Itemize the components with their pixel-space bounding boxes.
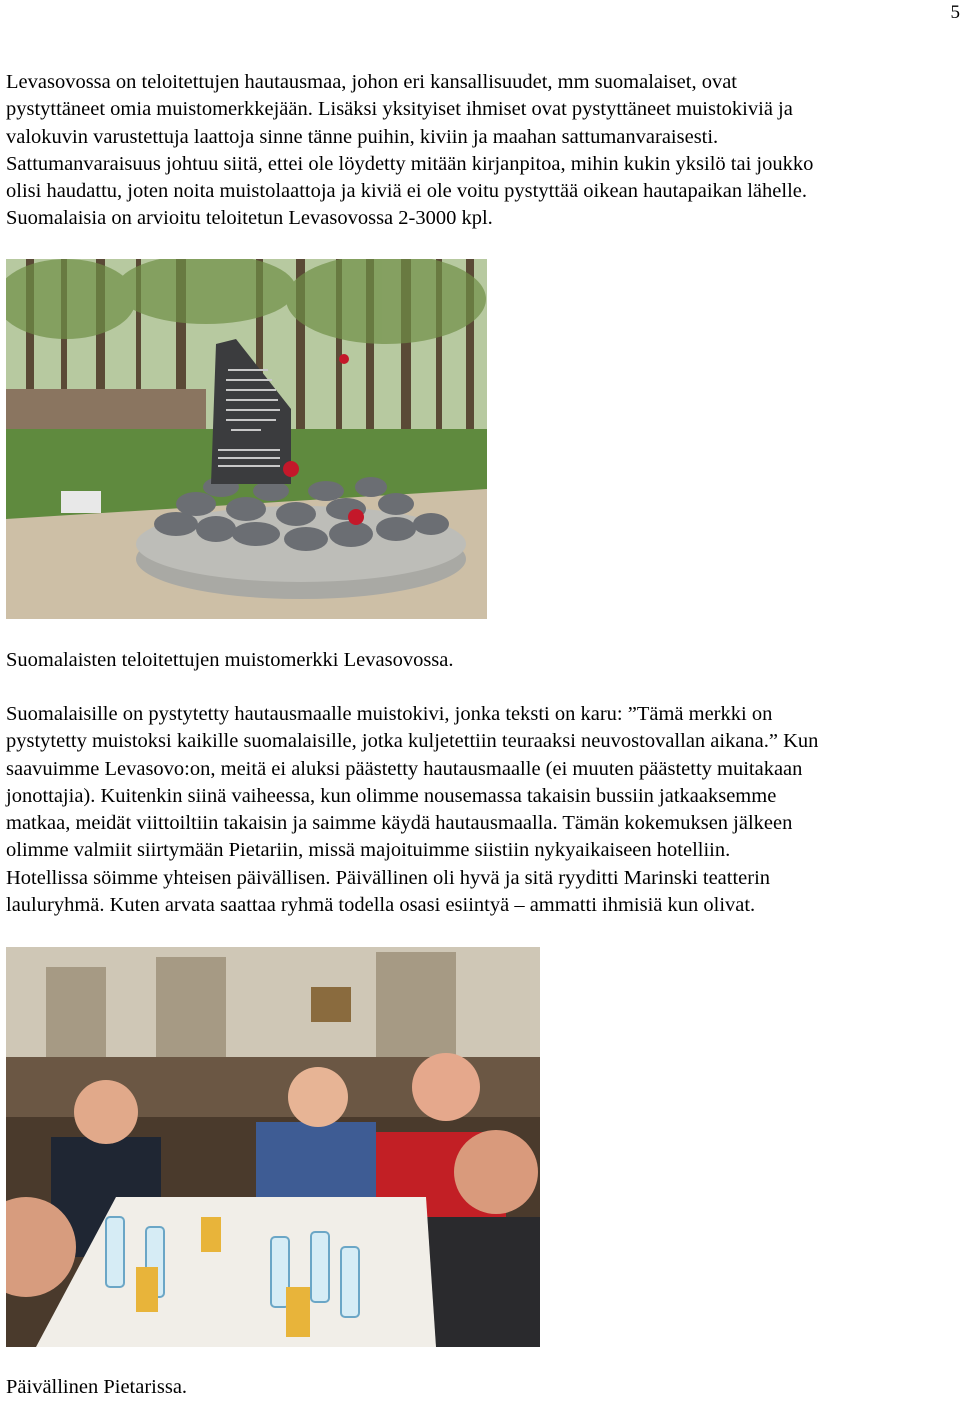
page-number: 5 bbox=[950, 2, 960, 23]
paragraph-line: jonottajia). Kuitenkin siinä vaiheessa, kun olimme nousemassa takaisin bussiin jatkaaksemme bbox=[6, 784, 777, 807]
paragraph-line: olimme valmiit siirtymään Pietariin, missä majoituimme siistiin nykyaikaiseen hotelliin. bbox=[6, 839, 731, 862]
story-paragraph bbox=[6, 701, 956, 919]
paragraph-line: saavuimme Levasovo:on, meitä ei aluksi päästetty hautausmaalle (ei muuten päästetty muitakaan bbox=[6, 757, 803, 780]
paragraph-line: pystyttäneet omia muistomerkkejään. Lisäksi yksityiset ihmiset ovat pystyttäneet muistokiviä ja bbox=[6, 98, 793, 121]
paragraph-line: valokuvin varustettuja laattoja sinne tänne puihin, kiviin ja maahan sattumanvaraisesti. bbox=[6, 125, 719, 148]
intro-paragraph bbox=[6, 69, 956, 233]
paragraph-line: olisi haudattu, joten noita muistolaattoja ja kiviä ei ole voitu pystyttää oikean hautapaikan lähelle. bbox=[6, 180, 807, 203]
paragraph-line: lauluryhmä. Kuten arvata saattaa ryhmä todella osasi esiintyä – ammatti ihmisiä kun olivat. bbox=[6, 894, 756, 917]
memorial-photo bbox=[6, 259, 487, 619]
paragraph-line: Hotellissa söimme yhteisen päivällisen. Päivällinen oli hyvä ja sitä ryyditti Marinski teatterin bbox=[6, 866, 771, 889]
memorial-caption: Suomalaisten teloitettujen muistomerkki Levasovossa. bbox=[6, 649, 454, 671]
paragraph-line: pystytetty muistoksi kaikille suomalaisille, jotka kuljetettiin teuraaksi neuvostovallan aikana.” Kun bbox=[6, 730, 819, 753]
dinner-caption: Päivällinen Pietarissa. bbox=[6, 1376, 188, 1398]
paragraph-line: Suomalaisille on pystytetty hautausmaalle muistokivi, jonka teksti on karu: ”Tämä merkki on bbox=[6, 703, 773, 725]
paragraph-line: Sattumanvaraisuus johtuu siitä, ettei ole löydetty mitään kirjanpitoa, mihin kukin yksilö tai joukko bbox=[6, 152, 814, 175]
paragraph-line: matkaa, meidät viittoiltiin takaisin ja saimme käydä hautausmaalla. Tämän kokemuksen jälkeen bbox=[6, 812, 793, 835]
dinner-photo bbox=[6, 947, 540, 1347]
paragraph-line: Suomalaisia on arvioitu teloitetun Levasovossa 2-3000 kpl. bbox=[6, 207, 493, 230]
paragraph-line: Levasovossa on teloitettujen hautausmaa, johon eri kansallisuudet, mm suomalaiset, ovat bbox=[6, 71, 738, 93]
